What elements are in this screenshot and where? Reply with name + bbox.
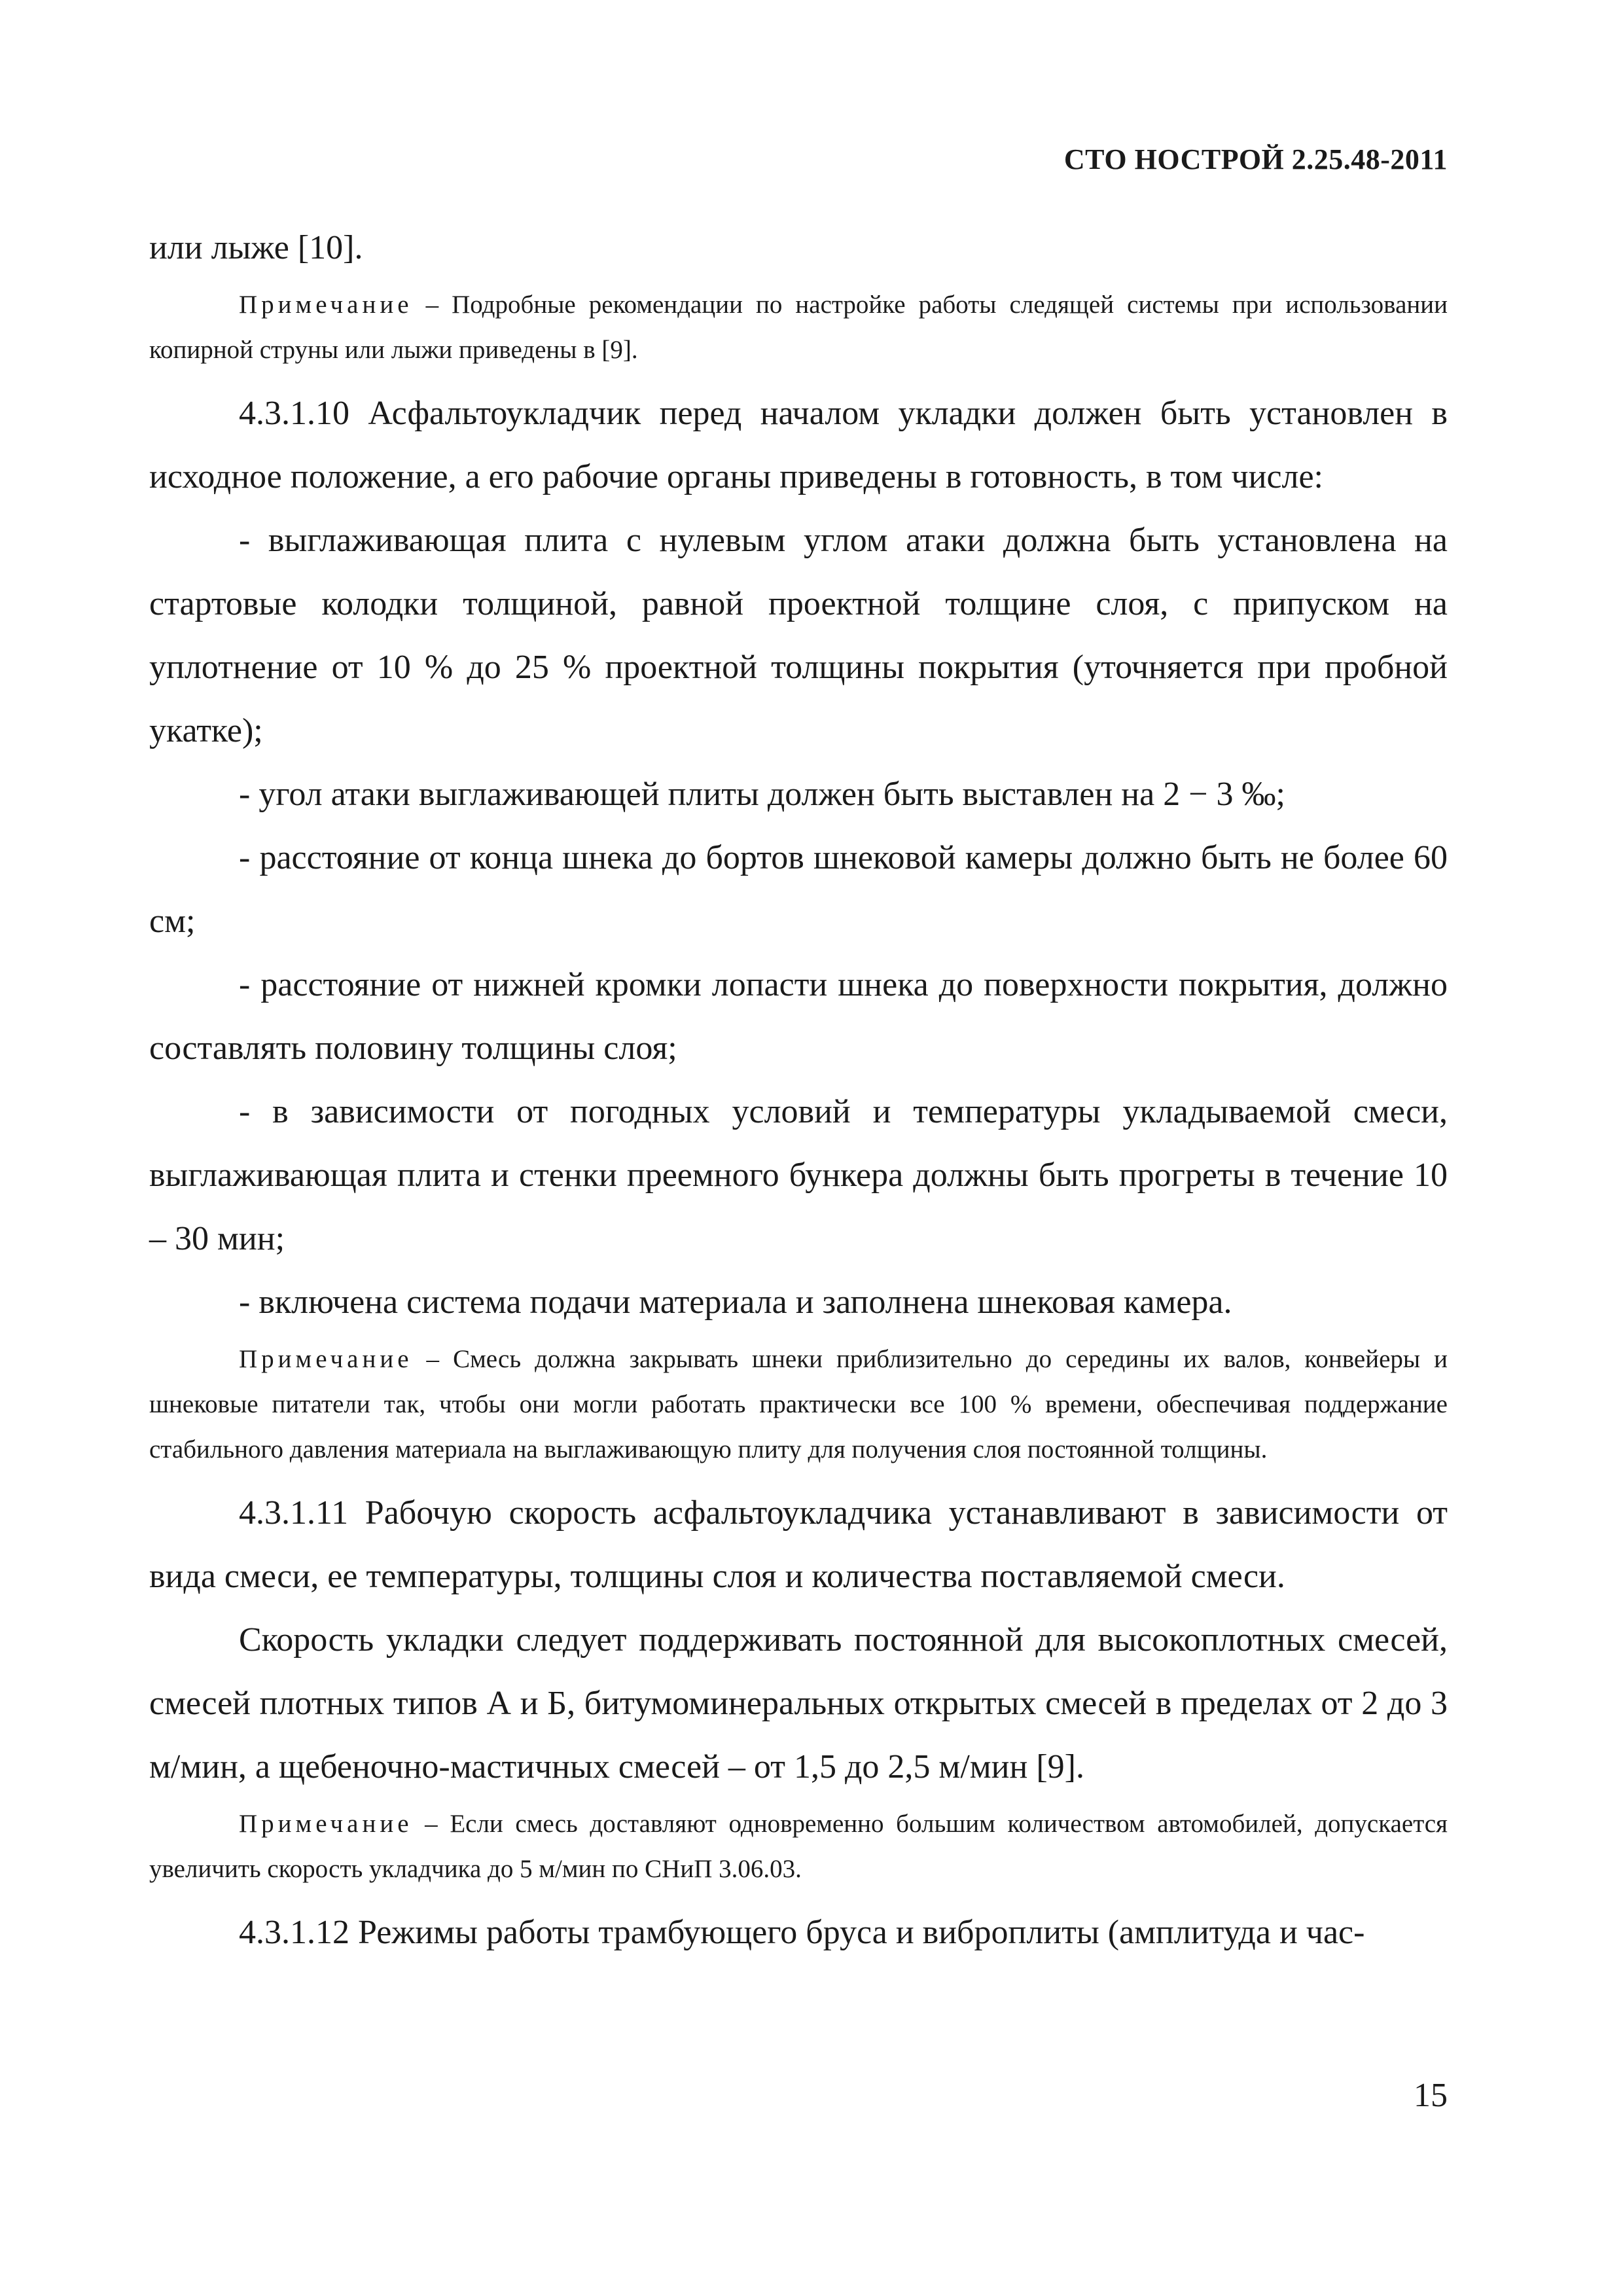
paragraph-continuation: или лыже [10].: [149, 229, 363, 266]
note-label: Примечание: [239, 1810, 413, 1838]
clause-4-3-1-12: 4.3.1.12 Режимы работы трамбующего бруса и виброплиты (амплитуда и час-: [239, 1914, 1365, 1951]
note-label: Примечание: [239, 1345, 413, 1373]
document-code-header: СТО НОСТРОЙ 2.25.48-2011: [1063, 143, 1448, 175]
list-item: - включена система подачи материала и заполнена шнековая камера.: [239, 1283, 1232, 1321]
note-label: Примечание: [239, 291, 413, 319]
note-2: [149, 1336, 1448, 1472]
list-item: - расстояние от конца шнека до бортов шнековой камеры должно быть не более 60 см;: [149, 839, 1448, 940]
note-1: [149, 282, 1448, 372]
paragraph-speed: Скорость укладки следует поддерживать постоянной для высокоплотных смесей, смесей плотных типов А и Б, битумоминеральных открытых смесей в пределах от 2 до 3 м/мин, а щебеночно-мастичных смесей – от 1,5 до 2,5 м/мин [9].: [149, 1621, 1448, 1785]
page-body: [149, 216, 1448, 1964]
list-item: - угол атаки выглаживающей плиты должен быть выставлен на 2 − 3 ‰;: [239, 776, 1285, 813]
clause-4-3-1-10: 4.3.1.10 Асфальтоукладчик перед началом укладки должен быть установлен в исходное положение, а его рабочие органы приведены в готовность, в том числе:: [149, 395, 1448, 495]
note-text: – Подробные рекомендации по настройке работы следящей системы при использовании копирной струны или лыжи приведены в [9].: [149, 291, 1448, 364]
note-3: [149, 1801, 1448, 1892]
list-item: - выглаживающая плита с нулевым углом атаки должна быть установлена на стартовые колодки толщиной, равной проектной толщине слоя, с припуском на уплотнение от 10 % до 25 % проектной толщины покрытия (уточняется при пробной укатке);: [149, 522, 1448, 749]
list-item: - расстояние от нижней кромки лопасти шнека до поверхности покрытия, должно составлять половину толщины слоя;: [149, 966, 1448, 1067]
clause-4-3-1-11: 4.3.1.11 Рабочую скорость асфальтоукладчика устанавливают в зависимости от вида смеси, ее температуры, толщины слоя и количества поставляемой смеси.: [149, 1494, 1448, 1595]
page-number: 15: [1414, 2077, 1448, 2114]
note-text: – Смесь должна закрывать шнеки приблизительно до середины их валов, конвейеры и шнековые питатели так, чтобы они могли работать практически все 100 % времени, обеспечивая поддержание стабильного давления материала на выглаживающую плиту для получения слоя постоянной толщины.: [149, 1345, 1448, 1463]
note-text: – Если смесь доставляют одновременно большим количеством автомобилей, допускается увеличить скорость укладчика до 5 м/мин по СНиП 3.06.03.: [149, 1810, 1448, 1883]
list-item: - в зависимости от погодных условий и температуры укладываемой смеси, выглаживающая плита и стенки преемного бункера должны быть прогреты в течение 10 – 30 мин;: [149, 1093, 1448, 1257]
